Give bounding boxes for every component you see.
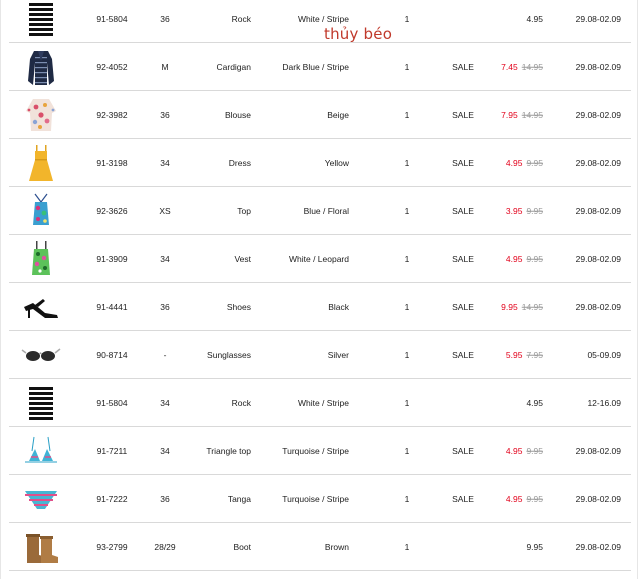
cardigan-image[interactable] [21, 47, 61, 87]
current-price: 4.95 [505, 253, 523, 264]
table-row[interactable] [9, 91, 631, 139]
table-row[interactable] [9, 0, 631, 43]
current-price: 4.95 [505, 445, 523, 456]
table-row[interactable] [9, 523, 631, 571]
dress-image[interactable] [21, 143, 61, 183]
table-row[interactable] [9, 475, 631, 523]
sale-badge: SALE [452, 493, 474, 504]
original-price: 14.95 [521, 109, 543, 120]
item-name: Vest [234, 253, 251, 264]
sale-badge: SALE [452, 349, 474, 360]
striped-skirt-image[interactable] [21, 383, 61, 423]
price-cell [479, 206, 543, 215]
article-number: 91-3198 [96, 157, 128, 168]
color-value: Blue / Floral [303, 205, 349, 216]
date-range: 29.08-02.09 [575, 13, 621, 24]
color-value: Brown [324, 541, 349, 552]
quantity-value: 1 [404, 205, 410, 216]
color-value: Turquoise / Stripe [282, 445, 349, 456]
original-price: 9.95 [526, 157, 543, 168]
item-name: Top [237, 205, 251, 216]
table-row[interactable] [9, 331, 631, 379]
current-price: 4.95 [526, 397, 543, 408]
color-value: Silver [327, 349, 349, 360]
date-range: 29.08-02.09 [575, 205, 621, 216]
item-name: Blouse [225, 109, 251, 120]
size-value: 34 [160, 157, 170, 168]
article-number: 92-4052 [96, 61, 128, 72]
size-value: M [161, 61, 169, 72]
article-number: 91-7211 [96, 445, 128, 456]
top-image[interactable] [21, 191, 61, 231]
sunglasses-image[interactable] [21, 335, 61, 375]
date-range: 29.08-02.09 [575, 445, 621, 456]
current-price: 4.95 [526, 13, 543, 24]
current-price: 3.95 [505, 205, 523, 216]
color-value: White / Leopard [288, 253, 349, 264]
color-value: White / Stripe [297, 397, 349, 408]
price-cell [479, 494, 543, 503]
price-cell [479, 254, 543, 263]
color-value: Black [328, 301, 349, 312]
price-cell [479, 62, 543, 71]
item-name: Tanga [227, 493, 251, 504]
bikini-bottom-image[interactable] [21, 479, 61, 519]
quantity-value: 1 [404, 157, 410, 168]
table-row[interactable] [9, 43, 631, 91]
size-value: 34 [160, 397, 170, 408]
size-value: 36 [160, 13, 170, 24]
article-number: 90-8714 [96, 349, 128, 360]
original-price: 9.95 [526, 205, 543, 216]
sale-badge: SALE [452, 61, 474, 72]
sale-badge: SALE [452, 301, 474, 312]
table-row[interactable] [9, 427, 631, 475]
date-range: 29.08-02.09 [575, 493, 621, 504]
price-cell [479, 398, 543, 407]
price-cell [479, 110, 543, 119]
color-value: Beige [327, 109, 349, 120]
watermark-text: thủy béo [324, 25, 393, 43]
price-cell [479, 542, 543, 551]
quantity-value: 1 [404, 541, 410, 552]
size-value: 36 [160, 109, 170, 120]
current-price: 7.95 [501, 109, 518, 120]
quantity-value: 1 [404, 61, 410, 72]
article-number: 91-5804 [96, 13, 128, 24]
blouse-image[interactable] [21, 95, 61, 135]
date-range: 29.08-02.09 [575, 109, 621, 120]
boot-image[interactable] [21, 527, 61, 567]
current-price: 7.45 [501, 61, 518, 72]
current-price: 4.95 [505, 157, 523, 168]
shoes-image[interactable] [21, 287, 61, 327]
original-price: 14.95 [521, 301, 543, 312]
original-price: 7.95 [526, 349, 543, 360]
table-row[interactable] [9, 283, 631, 331]
item-name: Cardigan [216, 61, 251, 72]
sale-badge: SALE [452, 157, 474, 168]
item-name: Rock [231, 397, 251, 408]
quantity-value: 1 [404, 109, 410, 120]
sale-badge: SALE [452, 205, 474, 216]
quantity-value: 1 [404, 397, 410, 408]
date-range: 12-16.09 [587, 397, 621, 408]
article-number: 91-4441 [96, 301, 128, 312]
item-name: Rock [231, 13, 251, 24]
size-value: 36 [160, 493, 170, 504]
original-price: 9.95 [526, 253, 543, 264]
item-name: Sunglasses [207, 349, 251, 360]
table-row[interactable] [9, 379, 631, 427]
sale-badge: SALE [452, 109, 474, 120]
item-name: Dress [228, 157, 251, 168]
article-number: 91-3909 [96, 253, 128, 264]
striped-skirt-image[interactable] [21, 0, 61, 39]
current-price: 9.95 [501, 301, 518, 312]
bikini-top-image[interactable] [21, 431, 61, 471]
original-price: 9.95 [526, 445, 543, 456]
quantity-value: 1 [404, 13, 410, 24]
article-number: 91-5804 [96, 397, 128, 408]
quantity-value: 1 [404, 253, 410, 264]
current-price: 9.95 [526, 541, 543, 552]
size-value: 36 [160, 301, 170, 312]
size-value: XS [159, 205, 171, 216]
size-value: - [163, 349, 167, 360]
price-cell [479, 158, 543, 167]
price-cell [479, 350, 543, 359]
current-price: 5.95 [505, 349, 523, 360]
color-value: Dark Blue / Stripe [282, 61, 349, 72]
size-value: 28/29 [154, 541, 176, 552]
date-range: 29.08-02.09 [575, 541, 621, 552]
color-value: White / Stripe [297, 13, 349, 24]
quantity-value: 1 [404, 493, 410, 504]
article-number: 93-2799 [96, 541, 128, 552]
price-cell [479, 14, 543, 23]
price-cell [479, 446, 543, 455]
item-name: Boot [233, 541, 251, 552]
article-number: 91-7222 [96, 493, 128, 504]
date-range: 29.08-02.09 [575, 301, 621, 312]
sale-badge: SALE [452, 253, 474, 264]
date-range: 05-09.09 [587, 349, 621, 360]
sale-badge: SALE [452, 445, 474, 456]
table-row[interactable] [9, 187, 631, 235]
current-price: 4.95 [505, 493, 523, 504]
article-number: 92-3626 [96, 205, 128, 216]
vest-image[interactable] [21, 239, 61, 279]
quantity-value: 1 [404, 445, 410, 456]
size-value: 34 [160, 445, 170, 456]
date-range: 29.08-02.09 [575, 253, 621, 264]
quantity-value: 1 [404, 301, 410, 312]
date-range: 29.08-02.09 [575, 61, 621, 72]
date-range: 29.08-02.09 [575, 157, 621, 168]
color-value: Turquoise / Stripe [282, 493, 349, 504]
original-price: 9.95 [526, 493, 543, 504]
item-name: Shoes [226, 301, 251, 312]
original-price: 14.95 [521, 61, 543, 72]
item-name: Triangle top [206, 445, 251, 456]
table-row[interactable] [9, 235, 631, 283]
table-row[interactable] [9, 139, 631, 187]
color-value: Yellow [324, 157, 349, 168]
quantity-value: 1 [404, 349, 410, 360]
price-cell [479, 302, 543, 311]
size-value: 34 [160, 253, 170, 264]
article-number: 92-3982 [96, 109, 128, 120]
